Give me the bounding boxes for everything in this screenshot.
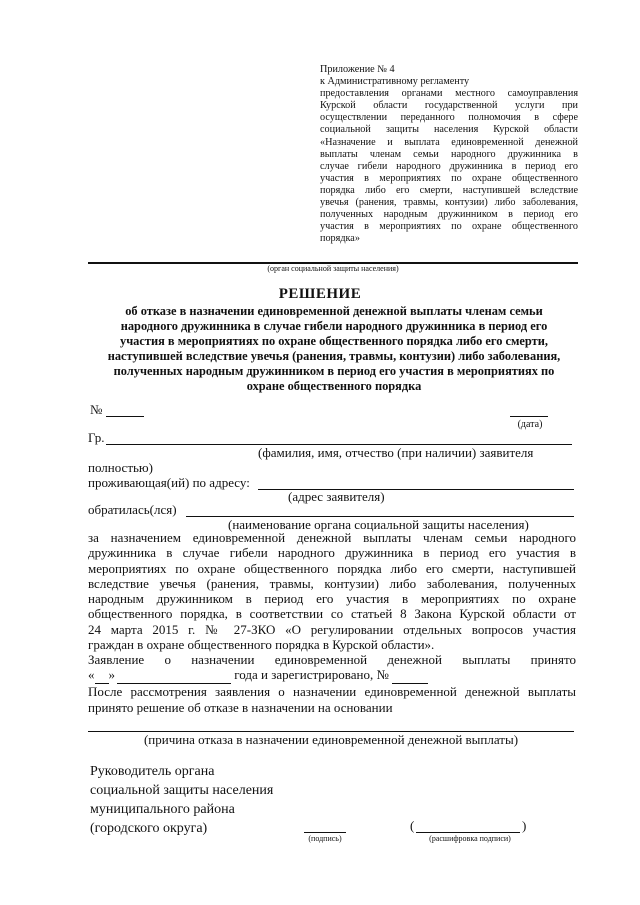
received-line: Заявление о назначении единовременной денежной выплаты принято	[88, 652, 576, 668]
subtitle-line: участия в мероприятиях по охране общественного порядка либо его смерти,	[120, 334, 548, 348]
paragraph-line: народным дружинником в период его участия в мероприятиях по охране	[88, 591, 576, 607]
appendix-line: порядка либо его смерти, наступившей вследствие	[320, 184, 578, 196]
appendix-line: осуществлении переданного полномочия в сфере	[320, 112, 578, 124]
after-line: принято решение об отказе в назначении на основании	[88, 699, 393, 715]
paragraph-line: вследствие увечья (ранения, травмы, контузии) либо заболевания, полученных	[88, 575, 576, 591]
signature-line: Руководитель органа	[90, 764, 215, 779]
number-field[interactable]	[106, 416, 144, 417]
signature-line: (городского округа)	[90, 821, 208, 836]
sign-caption: (подпись)	[308, 834, 342, 843]
quote-open: «	[88, 667, 95, 682]
appendix-line: предоставления органами местного самоуправления	[320, 88, 578, 100]
day-field[interactable]	[95, 667, 109, 684]
decision-title: РЕШЕНИЕ	[278, 286, 362, 302]
signature-block	[90, 762, 273, 838]
signature-line: социальной защиты населения	[90, 783, 274, 798]
date-field[interactable]	[510, 416, 548, 417]
address-label: проживающая(ий) по адресу:	[88, 475, 250, 490]
subtitle-line: полученных народным дружинником в период его участия в мероприятиях по	[113, 364, 555, 378]
decision-subtitle	[100, 304, 568, 394]
subtitle-line: охране общественного порядка	[246, 379, 422, 393]
quote-close: »	[108, 667, 115, 682]
number-label: №	[90, 402, 103, 417]
appendix-reference: к Административному регламенту	[320, 76, 470, 88]
appendix-line: случае гибели народного дружинника в период его	[320, 160, 578, 172]
decode-open-paren: (	[410, 818, 415, 833]
applied-label: обратилась(лся)	[88, 502, 177, 517]
subtitle-line: народного дружинника в случае гибели народного дружинника в период его	[120, 319, 548, 333]
decode-close-paren: )	[522, 818, 527, 833]
after-review	[88, 684, 576, 715]
appendix-line: полученных народным дружинником в период его	[320, 209, 578, 221]
organ-name-caption: (наименование органа социальной защиты населения)	[228, 517, 529, 532]
appendix-line: социальной защиты населения Курской области	[320, 124, 578, 136]
appendix-block	[320, 64, 578, 245]
appendix-line: увечья (ранения, травмы, контузии) либо заболевания,	[320, 197, 578, 209]
decision-paragraph	[88, 530, 576, 668]
appendix-line: участия в мероприятиях по охране общественного	[320, 172, 578, 184]
paragraph-line: дружинника в случае гибели народного дружинника в период его участия в	[88, 545, 576, 561]
signature-field[interactable]	[304, 832, 346, 833]
after-line: После рассмотрения заявления о назначении единовременной денежной выплаты	[88, 684, 576, 699]
subtitle-line: об отказе в назначении единовременной денежной выплаты членам семьи	[125, 304, 543, 318]
appendix-line: участия в мероприятиях по охране общественного	[320, 221, 578, 233]
subtitle-line: наступившей вследствие увечья (ранения, травмы, контузии) либо заболевания,	[107, 349, 561, 363]
paragraph-line: 24 марта 2015 г. № 27-ЗКО «О регулировании отдельных вопросов участия	[88, 621, 576, 637]
address-caption: (адрес заявителя)	[288, 489, 385, 504]
date-caption: (дата)	[517, 419, 543, 430]
month-year-field[interactable]	[117, 667, 231, 684]
paragraph-line: мероприятиях по охране общественного порядка либо его смерти, наступившей	[88, 560, 576, 576]
citizen-label: Гр.	[88, 430, 105, 445]
fio-caption-end: полностью)	[88, 460, 153, 475]
appendix-line: «Назначение и выплата единовременной денежной	[320, 136, 578, 148]
registered-text: года и зарегистрировано, №	[234, 667, 389, 682]
reason-caption: (причина отказа в назначении единовременной денежной выплаты)	[143, 732, 519, 747]
organ-caption: (орган социальной защиты населения)	[267, 264, 399, 273]
paragraph-line: общественного порядка, в соответствии со статьей 8 Закона Курской области от	[88, 606, 576, 622]
appendix-line: порядка»	[320, 233, 360, 245]
appendix-line: выплаты членам семьи народного дружинника в	[320, 148, 578, 160]
appendix-line: Курской области государственной услуги при	[320, 100, 578, 112]
registered-line	[88, 667, 428, 684]
signature-line: муниципального района	[90, 802, 235, 817]
appendix-title: Приложение № 4	[320, 64, 395, 75]
fio-caption: (фамилия, имя, отчество (при наличии) заявителя	[258, 445, 534, 460]
paragraph-line: граждан в охране общественного порядка в Курской области».	[88, 637, 435, 653]
decode-caption: (расшифровка подписи)	[429, 834, 511, 843]
paragraph-line: за назначением единовременной денежной выплаты членам семьи народного	[88, 530, 576, 545]
decode-field[interactable]	[416, 832, 520, 833]
registration-number-field[interactable]	[392, 667, 428, 684]
